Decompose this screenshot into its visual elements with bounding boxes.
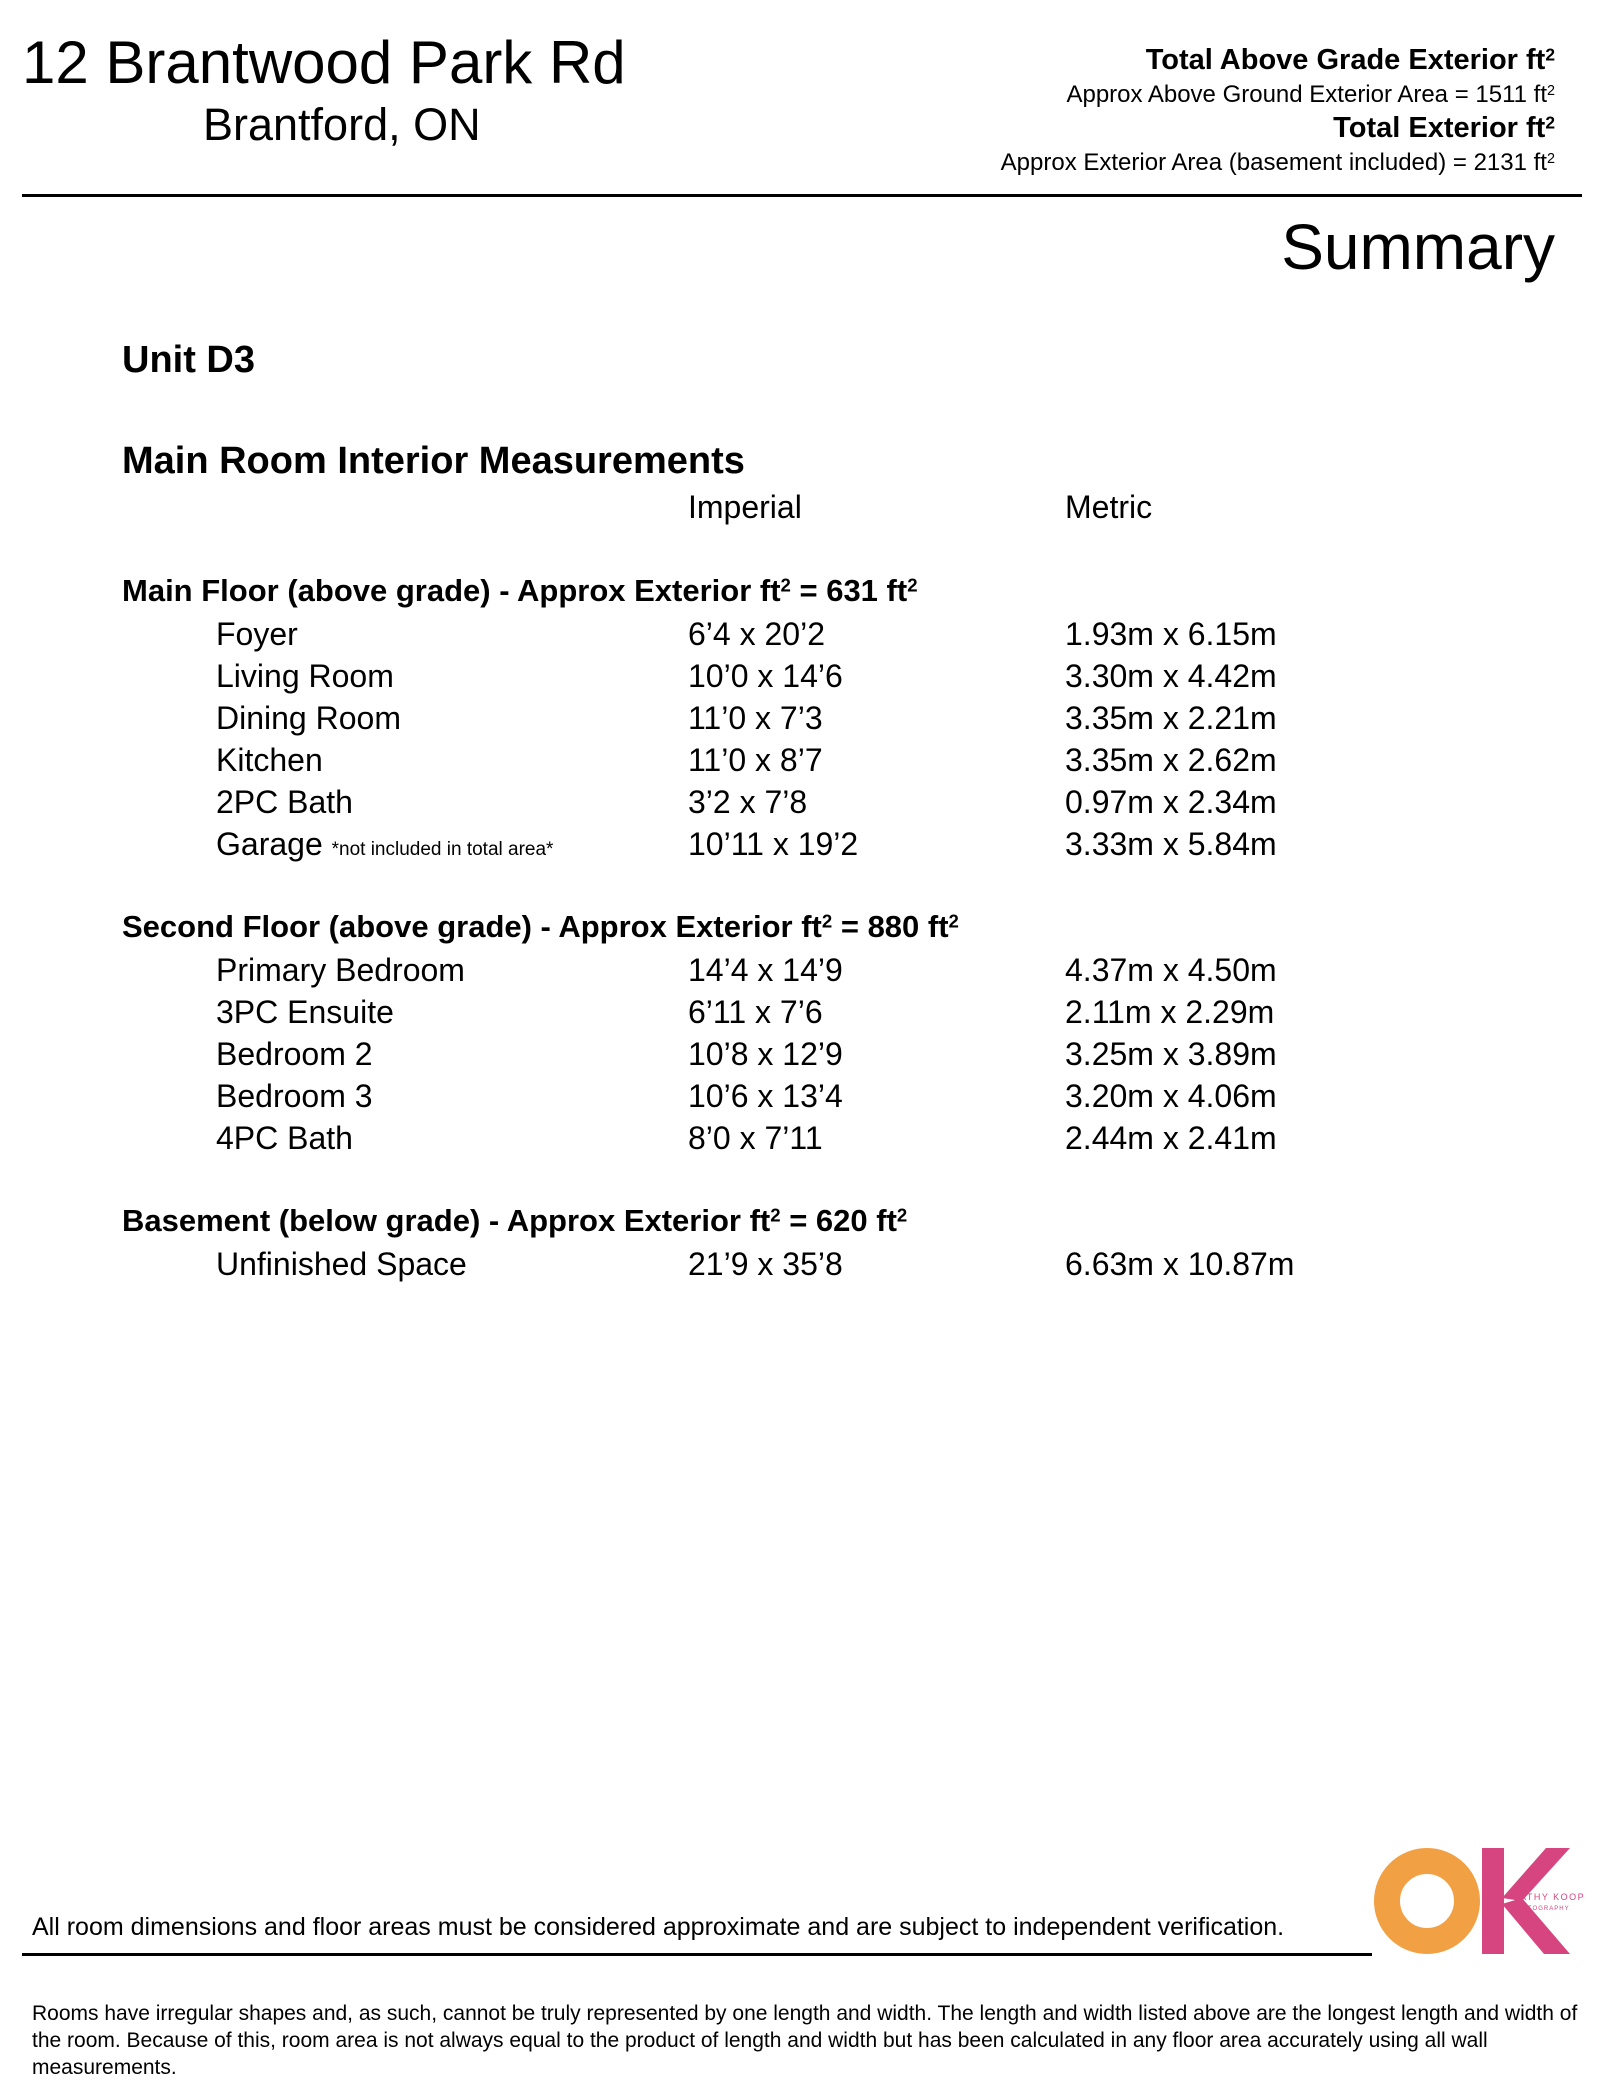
room-imperial: 3’2 x 7’8 [688, 784, 808, 820]
room-imperial: 11’0 x 8’7 [688, 742, 823, 778]
room-name: 4PC Bath [216, 1120, 353, 1156]
logo-subtext: PHOTOGRAPHY [1512, 1906, 1570, 1912]
total-exterior-value: Approx Exterior Area (basement included) = 2131 $ft^2$ [1000, 149, 1555, 176]
footer-divider [22, 1953, 1372, 1956]
room-name: Kitchen [216, 742, 323, 778]
room-imperial: 10’0 x 14’6 [688, 658, 843, 694]
company-logo [1374, 1848, 1586, 1954]
room-metric: 3.35m x 2.62m [1065, 742, 1277, 778]
room-name: Living Room [216, 658, 394, 694]
room-row [0, 1033, 1600, 1075]
summary-title: Summary [1281, 211, 1555, 283]
room-row [0, 613, 1600, 655]
logo-o-mark [1387, 1861, 1467, 1941]
floor-title-basement: Basement (below grade) - Approx Exterior $ft^2 = 620$ $ft^2$ [122, 1203, 908, 1238]
room-note: *not included in total area* [331, 839, 554, 860]
room-row [0, 823, 1600, 865]
address-line-2: Brantford, ON [203, 99, 481, 150]
column-header-metric: Metric [1065, 489, 1153, 525]
room-row [0, 1075, 1600, 1117]
room-row [0, 697, 1600, 739]
room-row [0, 781, 1600, 823]
room-metric: 0.97m x 2.34m [1065, 784, 1277, 820]
room-metric: 6.63m x 10.87m [1065, 1246, 1295, 1282]
room-row [0, 1117, 1600, 1159]
room-metric: 2.11m x 2.29m [1065, 994, 1275, 1030]
disclaimer-long: Rooms have irregular shapes and, as such, cannot be truly represented by one length and width. The length and width listed above are the longest length and width of the room. Because of this, room area is not always equal to the product of length and width but has been calculated in any floor area accurately using all wall measurements. [32, 2002, 1578, 2079]
room-name: Bedroom 3 [216, 1078, 373, 1114]
room-imperial: 14’4 x 14’9 [688, 952, 843, 988]
total-exterior-title: Total Exterior $ft^2$ [1333, 112, 1555, 144]
section-title: Main Room Interior Measurements [122, 440, 745, 482]
room-row [0, 949, 1600, 991]
room-imperial: 8’0 x 7’11 [688, 1120, 823, 1156]
room-name: Unfinished Space [216, 1246, 467, 1282]
address-line-1: 12 Brantwood Park Rd [22, 29, 626, 96]
room-name: Primary Bedroom [216, 952, 465, 988]
room-row [0, 739, 1600, 781]
room-imperial: 21’9 x 35’8 [688, 1246, 843, 1282]
logo-k-stem [1482, 1848, 1504, 1954]
room-metric: 4.37m x 4.50m [1065, 952, 1277, 988]
disclaimer-short: All room dimensions and floor areas must be considered approximate and are subject to independent verification. [32, 1913, 1285, 1941]
room-imperial: 6’11 x 7’6 [688, 994, 823, 1030]
room-imperial: 6’4 x 20’2 [688, 616, 825, 652]
room-name [216, 823, 553, 871]
room-imperial: 10’6 x 13’4 [688, 1078, 843, 1114]
room-metric: 3.20m x 4.06m [1065, 1078, 1277, 1114]
room-metric: 1.93m x 6.15m [1065, 616, 1277, 652]
total-above-grade-value: Approx Above Ground Exterior Area = 1511 $ft^2$ [1066, 81, 1555, 108]
room-imperial: 10’11 x 19’2 [688, 826, 859, 862]
column-header-imperial: Imperial [688, 489, 802, 525]
room-metric: 3.25m x 3.89m [1065, 1036, 1277, 1072]
room-name: 3PC Ensuite [216, 994, 394, 1030]
room-name-text: Garage [216, 826, 323, 862]
room-metric: 3.35m x 2.21m [1065, 700, 1277, 736]
room-name: Foyer [216, 616, 298, 652]
room-imperial: 11’0 x 7’3 [688, 700, 823, 736]
total-above-grade-title: Total Above Grade Exterior $ft^2$ [1145, 44, 1555, 76]
room-name: Dining Room [216, 700, 401, 736]
room-imperial: 10’8 x 12’9 [688, 1036, 843, 1072]
room-row [0, 1243, 1600, 1285]
floor-title-main: Main Floor (above grade) - Approx Exterior $ft^2 = 631$ $ft^2$ [122, 573, 918, 608]
room-metric: 3.30m x 4.42m [1065, 658, 1277, 694]
room-row [0, 991, 1600, 1033]
header-divider [22, 194, 1582, 197]
unit-title: Unit D3 [122, 339, 255, 381]
room-metric: 2.44m x 2.41m [1065, 1120, 1277, 1156]
room-name: Bedroom 2 [216, 1036, 373, 1072]
room-metric: 3.33m x 5.84m [1065, 826, 1277, 862]
room-name: 2PC Bath [216, 784, 353, 820]
floor-title-second: Second Floor (above grade) - Approx Exterior $ft^2 = 880$ $ft^2$ [122, 909, 959, 944]
logo-text: CATHY KOOP [1512, 1892, 1586, 1902]
room-row [0, 655, 1600, 697]
